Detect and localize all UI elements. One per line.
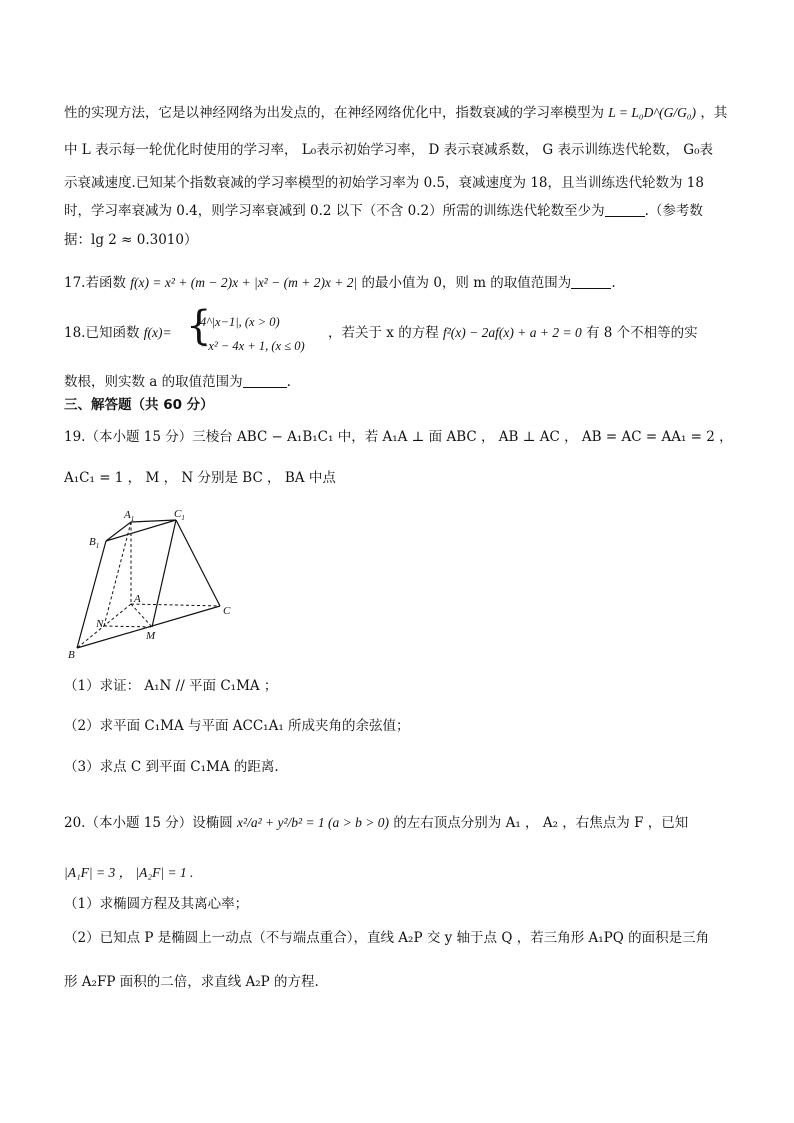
label-b1: $B_1$	[89, 536, 100, 550]
p20-q2-line2: 形 A₂FP 面积的二倍，求直线 A₂P 的方程.	[64, 974, 319, 990]
p19-q3: （3）求点 C 到平面 C₁MA 的距离.	[64, 759, 279, 775]
p17-line	[64, 273, 616, 293]
answer-blank	[571, 274, 611, 289]
p18-suffix-b: 有 8 个不相等的实	[586, 325, 698, 341]
p16-line4	[64, 201, 703, 221]
edge-b1c1	[106, 520, 176, 541]
p19-line1: 19.（本小题 15 分）三棱台 ABC − A₁B₁C₁ 中，若 A₁A ⊥ 面 ABC ， AB ⊥ AC ， AB = AC = AA₁ = 2 ，	[64, 429, 733, 445]
p16-text-b: ，其	[700, 105, 728, 121]
p18-fx: f(x)=	[143, 325, 172, 340]
p20-line1	[64, 813, 688, 833]
p20-q2-line1: （2）已知点 P 是椭圆上一动点（不与端点重合），直线 A₂P 交 y 轴于点 Q ，若三角形 A₁PQ 的面积是三角	[64, 930, 710, 946]
p16-line5: 据：lg 2 ≈ 0.3010）	[64, 232, 198, 248]
p18-equation: f²(x) − 2af(x) + a + 2 = 0	[443, 325, 582, 340]
p19-q1: （1）求证： A₁N // 平面 C₁MA ；	[64, 678, 278, 694]
p18-case1: 4^|x−1|, (x > 0)	[200, 315, 280, 329]
p18-line1	[64, 323, 172, 343]
label-c1: $C_1$	[174, 508, 185, 522]
p19-q2: （2）求平面 C₁MA 与平面 ACC₁A₁ 所成夹角的余弦值；	[64, 718, 410, 734]
p18-line2	[64, 372, 291, 392]
p16-line4-text: 时，学习率衰减为 0.4，则学习率衰减到 0.2 以下（不含 0.2）所需的训练迭代轮数至少为	[64, 203, 605, 219]
answer-blank	[605, 202, 645, 217]
p16-formula: L = L₀D^(G/G₀)	[608, 105, 697, 120]
p16-line4-tail: .（参考数	[644, 203, 703, 219]
p17-function: f(x) = x² + (m − 2)x + |x² − (m + 2)x + 2|	[130, 275, 358, 290]
edge-c1m	[152, 520, 176, 627]
piecewise-brace: {	[186, 303, 212, 349]
p17-prefix: 17.若函数	[64, 275, 126, 291]
section-heading: 三、解答题（共 60 分）	[64, 397, 214, 413]
p20-prefix: 20.（本小题 15 分）设椭圆	[64, 815, 233, 831]
label-n: N	[96, 618, 104, 630]
p18-prefix: 18.已知函数	[64, 325, 140, 341]
p16-line3: 示衰减速度.已知某个指数衰减的学习率模型的初始学习率为 0.5，衰减速度为 18，且当训练迭代轮数为 18	[64, 175, 704, 191]
p18-suffix-a: ，若关于 x 的方程	[328, 325, 439, 341]
label-m: M	[146, 630, 156, 642]
p16-line1	[64, 103, 727, 123]
edge-c1c	[176, 520, 220, 606]
label-b: B	[68, 649, 75, 661]
p18-case2: −x² − 4x + 1, (x ≤ 0)	[200, 339, 305, 353]
label-a: A	[134, 593, 141, 605]
p17-period: .	[611, 275, 616, 291]
p20-suffix: 的左右顶点分别为 A₁ ， A₂ ，右焦点为 F ，已知	[393, 815, 689, 831]
edge-b1b	[77, 541, 106, 648]
p18-line2-tail: .	[286, 374, 291, 390]
label-a1: $A_1$	[124, 509, 135, 523]
edge-nm	[104, 626, 152, 627]
p18-line2-text: 数根，则实数 a 的取值范围为	[64, 374, 243, 390]
p20-ellipse-equation: x²/a² + y²/b² = 1 (a > b > 0)	[237, 815, 390, 830]
edge-am	[131, 604, 152, 627]
p16-line2: 中 L 表示每一轮优化时使用的学习率， L₀表示初始学习率， D 表示衰减系数， G 表示训练迭代轮数， G₀表	[64, 142, 713, 158]
p19-line2: A₁C₁ = 1 ， M ， N 分别是 BC ， BA 中点	[64, 470, 336, 486]
frustum-figure	[64, 503, 254, 663]
edge-ac	[131, 604, 220, 606]
p17-suffix: 的最小值为 0，则 m 的取值范围为	[361, 275, 572, 291]
p18-line1-tail	[328, 323, 698, 343]
p20-q1: （1）求椭圆方程及其离心率；	[64, 896, 249, 912]
answer-blank	[243, 373, 287, 388]
p20-line2: |A₁F| = 3 ， |A₂F| = 1 .	[64, 865, 194, 880]
p16-text-a: 性的实现方法，它是以神经网络为出发点的，在神经网络优化中，指数衰减的学习率模型为	[64, 105, 604, 121]
label-c: C	[223, 605, 231, 617]
